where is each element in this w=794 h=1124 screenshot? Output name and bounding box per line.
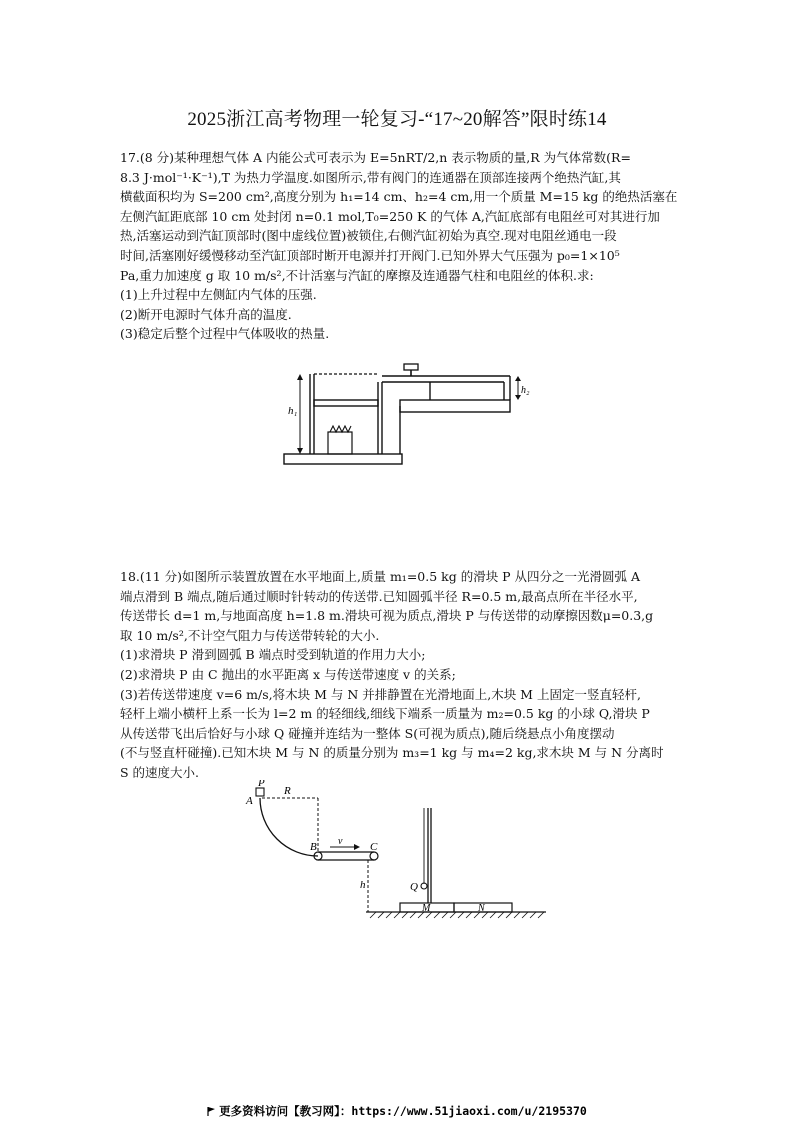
- label-q: Q: [410, 881, 418, 893]
- q18-line: S 的速度大小.: [120, 764, 200, 780]
- q17-line: 时间,活塞刚好缓慢移动至汽缸顶部时断开电源并打开阀门.已知外界大气压强为 p₀=1×10⁵: [120, 247, 620, 263]
- q17-line: 横截面积均为 S=200 cm²,高度分别为 h₁=14 cm、h₂=4 cm,用一个质量 M=15 kg 的绝热活塞在: [120, 189, 678, 205]
- label-r: R: [284, 785, 291, 797]
- h2-label: h₂: [521, 385, 530, 396]
- label-a: A: [246, 795, 253, 807]
- question-17-text: [120, 148, 680, 344]
- q18-line: 取 10 m/s²,不计空气阻力与传送带转轮的大小.: [120, 627, 380, 643]
- q17-line: Pa,重力加速度 g 取 10 m/s²,不计活塞与汽缸的摩擦及连通器气柱和电阻丝的体积.求:: [120, 267, 594, 283]
- velocity-arrowhead: [354, 844, 360, 850]
- piston: [314, 400, 378, 406]
- q17-figure: [282, 362, 532, 478]
- footer-link[interactable]: 更多资料访问【教习网】：https://www.51jiaoxi.com/u/2195370: [219, 1104, 587, 1118]
- q18-line: 轻杆上端小横杆上系一长为 l=2 m 的轻细线,细线下端系一质量为 m₂=0.5 kg 的小球 Q,滑块 P: [120, 706, 650, 722]
- pulley-c: [370, 852, 378, 860]
- q17-line: 热,活塞运动到汽缸顶部时(图中虚线位置)被锁住,右侧汽缸初始为真空.现对电阻丝通电一段: [120, 228, 617, 244]
- resistor-box: [328, 432, 352, 454]
- label-c: C: [370, 841, 378, 853]
- footer: [0, 1103, 794, 1119]
- q18-line: (不与竖直杆碰撞).已知木块 M 与 N 的质量分别为 m₃=1 kg 与 m₄=2 kg,求木块 M 与 N 分离时: [120, 745, 664, 761]
- q17-line: (2)断开电源时气体升高的温度.: [120, 306, 292, 322]
- q18-line: 18.(11 分)如图所示装置放置在水平地面上,质量 m₁=0.5 kg 的滑块 P 从四分之一光滑圆弧 A: [120, 569, 641, 584]
- slider-p: [256, 788, 264, 796]
- label-m: M: [422, 903, 431, 914]
- cylinder-diagram: [282, 362, 532, 474]
- valve-handle: [404, 364, 418, 370]
- label-h: h: [360, 879, 366, 891]
- q18-line: 端点滑到 B 端点,随后通过顺时针转动的传送带.已知圆弧半径 R=0.5 m,最高点所在半径水平,: [120, 588, 638, 604]
- q18-line: 传送带长 d=1 m,与地面高度 h=1.8 m.滑块可视为质点,滑块 P 与传送带的动摩擦因数μ=0.3,g: [120, 608, 654, 624]
- q17-line: 8.3 J·mol⁻¹·K⁻¹),T 为热力学温度.如图所示,带有阀门的连通器在顶部连接两个绝热汽缸,其: [120, 169, 621, 185]
- base-plate: [284, 454, 402, 464]
- ground-hatching: [370, 912, 544, 918]
- label-b: B: [310, 841, 317, 853]
- flag-icon: [207, 1107, 215, 1116]
- page-title: 2025浙江高考物理一轮复习-“17~20解答”限时练14: [187, 109, 607, 130]
- q18-figure: [238, 780, 558, 929]
- q17-line: 左侧汽缸距底部 10 cm 处封闭 n=0.1 mol,T₀=250 K 的气体 A,汽缸底部有电阻丝可对其进行加: [120, 208, 660, 224]
- q17-line: 17.(8 分)某种理想气体 A 内能公式可表示为 E=5nRT/2,n 表示物质的量,R 为气体常数(R=: [120, 150, 631, 165]
- h1-label: h₁: [288, 405, 298, 417]
- q17-line: (1)上升过程中左侧缸内气体的压强.: [120, 287, 317, 303]
- q18-line: (2)求滑块 P 由 C 抛出的水平距离 x 与传送带速度 v 的关系;: [120, 666, 456, 682]
- resistor-zigzag: [330, 426, 351, 432]
- q18-line: (1)求滑块 P 滑到圆弧 B 端点时受到轨道的作用力大小;: [120, 647, 426, 663]
- conveyor-diagram: [238, 780, 558, 925]
- q18-line: (3)若传送带速度 v=6 m/s,将木块 M 与 N 并排静置在光滑地面上,木块 M 上固定一竖直轻杆,: [120, 686, 641, 702]
- label-n: N: [478, 903, 485, 914]
- q17-line: (3)稳定后整个过程中气体吸收的热量.: [120, 326, 330, 342]
- label-v: v: [338, 836, 343, 847]
- q18-line: 从传送带飞出后恰好与小球 Q 碰撞并连结为一整体 S(可视为质点),随后绕悬点小角度摆动: [120, 725, 615, 741]
- right-cylinder-base: [400, 400, 510, 412]
- label-p: P: [258, 780, 265, 789]
- question-18-text: [120, 567, 680, 783]
